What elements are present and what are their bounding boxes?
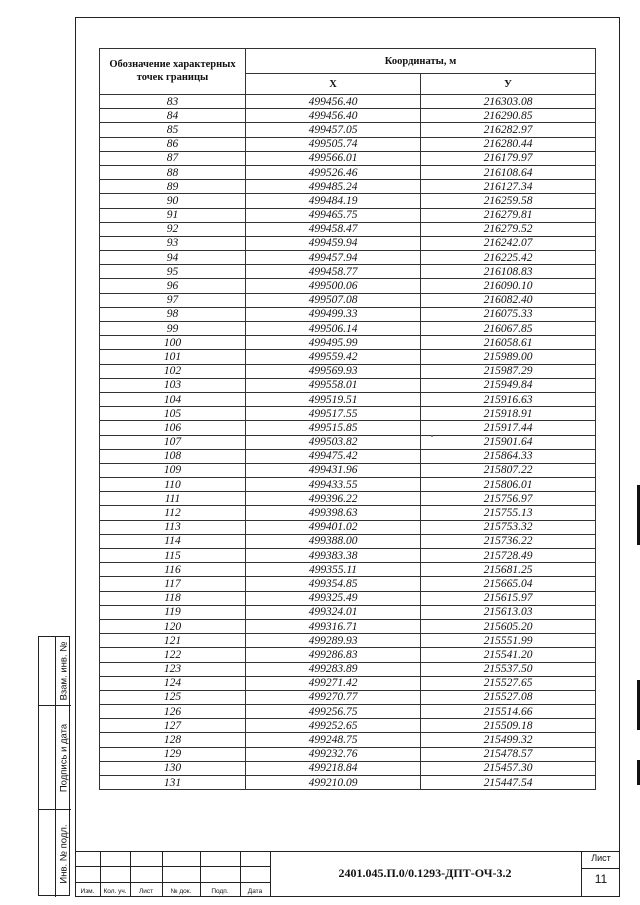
point-cell: 123 [100, 662, 246, 676]
point-cell: 95 [100, 265, 246, 279]
table-row [100, 520, 596, 534]
y-coordinate-cell: 216108.83 [421, 265, 596, 279]
table-row [100, 690, 596, 704]
table-row [100, 307, 596, 321]
y-coordinate-cell: 215478.57 [421, 747, 596, 761]
y-coordinate-cell: 216282.97 [421, 123, 596, 137]
point-cell: 118 [100, 591, 246, 605]
point-cell: 107 [100, 435, 246, 449]
y-coordinate-cell: 215901.64 [421, 435, 596, 449]
x-column-header: X [246, 74, 421, 95]
table-row [100, 165, 596, 179]
point-cell: 115 [100, 549, 246, 563]
y-coordinate-cell: 215728.49 [421, 549, 596, 563]
y-coordinate-cell: 215736.22 [421, 534, 596, 548]
table-row [100, 705, 596, 719]
table-row [100, 435, 596, 449]
title-block [75, 851, 620, 897]
x-coordinate-cell: 499465.75 [246, 208, 421, 222]
point-cell: 99 [100, 322, 246, 336]
point-cell: 97 [100, 293, 246, 307]
x-coordinate-cell: 499515.85 [246, 421, 421, 435]
y-coordinate-cell: 215989.00 [421, 350, 596, 364]
x-coordinate-cell: 499519.51 [246, 392, 421, 406]
point-cell: 84 [100, 109, 246, 123]
x-coordinate-cell: 499289.93 [246, 634, 421, 648]
point-cell: 93 [100, 236, 246, 250]
x-coordinate-cell: 499484.19 [246, 194, 421, 208]
table-row [100, 95, 596, 109]
label-list: Лист [138, 888, 154, 895]
x-coordinate-cell: 499210.09 [246, 776, 421, 790]
table-row [100, 747, 596, 761]
y-coordinate-cell: 215551.99 [421, 634, 596, 648]
label-kol-uch: Кол. уч. [103, 888, 127, 895]
x-coordinate-cell: 499354.85 [246, 577, 421, 591]
point-cell: 83 [100, 95, 246, 109]
table-row [100, 719, 596, 733]
table-row [100, 549, 596, 563]
x-coordinate-cell: 499458.47 [246, 222, 421, 236]
side-label-inv-zam: Взам. инв. № [58, 641, 69, 701]
x-coordinate-cell: 499396.22 [246, 492, 421, 506]
table-row [100, 151, 596, 165]
y-coordinate-cell: 215514.66 [421, 705, 596, 719]
table-row [100, 180, 596, 194]
point-cell: 117 [100, 577, 246, 591]
table-row [100, 506, 596, 520]
label-izm: Изм. [80, 888, 95, 895]
side-stamp [38, 636, 70, 896]
label-n-dok: № док. [170, 888, 192, 895]
table-row [100, 619, 596, 633]
side-label-sign-date: Подпись и дата [58, 723, 69, 792]
label-podp: Подп. [211, 888, 229, 895]
table-row [100, 478, 596, 492]
table-row [100, 534, 596, 548]
x-coordinate-cell: 499383.38 [246, 549, 421, 563]
y-coordinate-cell: 216082.40 [421, 293, 596, 307]
x-coordinate-cell: 499457.94 [246, 251, 421, 265]
y-coordinate-cell: 215615.97 [421, 591, 596, 605]
y-coordinate-cell: 216179.97 [421, 151, 596, 165]
sheet-label: Лист [591, 853, 611, 863]
y-coordinate-cell: 215527.65 [421, 676, 596, 690]
coordinates-table-body [100, 95, 596, 790]
table-row [100, 776, 596, 790]
table-row [100, 236, 596, 250]
table-row [100, 407, 596, 421]
point-cell: 92 [100, 222, 246, 236]
table-row [100, 761, 596, 775]
sheet-number: 11 [594, 872, 608, 886]
table-row [100, 265, 596, 279]
y-coordinate-cell: 215864.33 [421, 449, 596, 463]
table-row [100, 137, 596, 151]
label-data: Дата [247, 888, 263, 895]
y-coordinate-cell: 215527.08 [421, 690, 596, 704]
y-coordinate-cell: 215457.30 [421, 761, 596, 775]
point-cell: 111 [100, 492, 246, 506]
point-cell: 119 [100, 605, 246, 619]
x-coordinate-cell: 499248.75 [246, 733, 421, 747]
y-coordinate-cell: 215918.91 [421, 407, 596, 421]
y-coordinate-cell: 215665.04 [421, 577, 596, 591]
table-row [100, 563, 596, 577]
x-coordinate-cell: 499475.42 [246, 449, 421, 463]
y-coordinate-cell: 216108.64 [421, 165, 596, 179]
x-coordinate-cell: 499458.77 [246, 265, 421, 279]
point-cell: 109 [100, 463, 246, 477]
point-cell: 122 [100, 648, 246, 662]
x-coordinate-cell: 499433.55 [246, 478, 421, 492]
x-coordinate-cell: 499401.02 [246, 520, 421, 534]
point-cell: 116 [100, 563, 246, 577]
table-row [100, 591, 596, 605]
table-row [100, 634, 596, 648]
point-cell: 114 [100, 534, 246, 548]
x-coordinate-cell: 499559.42 [246, 350, 421, 364]
table-row [100, 463, 596, 477]
y-coordinate-cell: 215613.03 [421, 605, 596, 619]
side-divider-1 [39, 705, 55, 706]
x-coordinate-cell: 499505.74 [246, 137, 421, 151]
point-cell: 110 [100, 478, 246, 492]
x-coordinate-cell: 499270.77 [246, 690, 421, 704]
y-coordinate-cell: 216290.85 [421, 109, 596, 123]
point-cell: 105 [100, 407, 246, 421]
point-cell: 131 [100, 776, 246, 790]
scan-speck [431, 435, 433, 437]
point-cell: 112 [100, 506, 246, 520]
table-row [100, 577, 596, 591]
point-cell: 106 [100, 421, 246, 435]
x-coordinate-cell: 499324.01 [246, 605, 421, 619]
table-row [100, 676, 596, 690]
y-coordinate-cell: 215756.97 [421, 492, 596, 506]
y-coordinate-cell: 216259.58 [421, 194, 596, 208]
table-row [100, 392, 596, 406]
point-column-header: Обозначение характерных точек границы [100, 49, 246, 95]
table-row [100, 123, 596, 137]
x-coordinate-cell: 499271.42 [246, 676, 421, 690]
point-cell: 128 [100, 733, 246, 747]
point-cell: 90 [100, 194, 246, 208]
point-cell: 88 [100, 165, 246, 179]
x-coordinate-cell: 499495.99 [246, 336, 421, 350]
table-row [100, 421, 596, 435]
x-coordinate-cell: 499218.84 [246, 761, 421, 775]
x-coordinate-cell: 499558.01 [246, 378, 421, 392]
y-coordinate-cell: 215447.54 [421, 776, 596, 790]
y-coordinate-cell: 216303.08 [421, 95, 596, 109]
x-coordinate-cell: 499256.75 [246, 705, 421, 719]
coordinates-table [99, 48, 596, 790]
table-row [100, 449, 596, 463]
side-cell-inv-zam [55, 637, 71, 705]
point-cell: 125 [100, 690, 246, 704]
table-row [100, 492, 596, 506]
table-row [100, 293, 596, 307]
point-cell: 126 [100, 705, 246, 719]
x-coordinate-cell: 499503.82 [246, 435, 421, 449]
table-row [100, 251, 596, 265]
y-column-header: У [421, 74, 596, 95]
point-cell: 103 [100, 378, 246, 392]
x-coordinate-cell: 499325.49 [246, 591, 421, 605]
x-coordinate-cell: 499506.14 [246, 322, 421, 336]
side-cell-inv-podl [55, 809, 71, 897]
point-cell: 86 [100, 137, 246, 151]
y-coordinate-cell: 215949.84 [421, 378, 596, 392]
x-coordinate-cell: 499459.94 [246, 236, 421, 250]
y-coordinate-cell: 215537.50 [421, 662, 596, 676]
table-row [100, 605, 596, 619]
point-cell: 100 [100, 336, 246, 350]
table-row [100, 279, 596, 293]
x-coordinate-cell: 499232.76 [246, 747, 421, 761]
point-cell: 121 [100, 634, 246, 648]
side-divider-2 [39, 809, 55, 810]
y-coordinate-cell: 215509.18 [421, 719, 596, 733]
x-coordinate-cell: 499526.46 [246, 165, 421, 179]
point-cell: 108 [100, 449, 246, 463]
point-cell: 124 [100, 676, 246, 690]
table-row [100, 222, 596, 236]
x-coordinate-cell: 499485.24 [246, 180, 421, 194]
y-coordinate-cell: 216067.85 [421, 322, 596, 336]
x-coordinate-cell: 499507.08 [246, 293, 421, 307]
y-coordinate-cell: 215806.01 [421, 478, 596, 492]
table-row [100, 733, 596, 747]
x-coordinate-cell: 499388.00 [246, 534, 421, 548]
x-coordinate-cell: 499500.06 [246, 279, 421, 293]
x-coordinate-cell: 499316.71 [246, 619, 421, 633]
coordinates-header: Координаты, м [246, 49, 596, 74]
x-coordinate-cell: 499456.40 [246, 95, 421, 109]
table-row [100, 322, 596, 336]
side-cell-sign-date [55, 705, 71, 809]
x-coordinate-cell: 499517.55 [246, 407, 421, 421]
x-coordinate-cell: 499355.11 [246, 563, 421, 577]
point-cell: 130 [100, 761, 246, 775]
y-coordinate-cell: 215755.13 [421, 506, 596, 520]
table-row [100, 662, 596, 676]
y-coordinate-cell: 216225.42 [421, 251, 596, 265]
y-coordinate-cell: 215499.32 [421, 733, 596, 747]
x-coordinate-cell: 499283.89 [246, 662, 421, 676]
point-cell: 85 [100, 123, 246, 137]
y-coordinate-cell: 216280.44 [421, 137, 596, 151]
table-row [100, 648, 596, 662]
y-coordinate-cell: 216058.61 [421, 336, 596, 350]
y-coordinate-cell: 215753.32 [421, 520, 596, 534]
x-coordinate-cell: 499456.40 [246, 109, 421, 123]
x-coordinate-cell: 499499.33 [246, 307, 421, 321]
x-coordinate-cell: 499457.05 [246, 123, 421, 137]
y-coordinate-cell: 215916.63 [421, 392, 596, 406]
table-row [100, 194, 596, 208]
side-label-inv-podl: Инв. № подл. [58, 823, 69, 884]
x-coordinate-cell: 499398.63 [246, 506, 421, 520]
x-coordinate-cell: 499431.96 [246, 463, 421, 477]
y-coordinate-cell: 216127.34 [421, 180, 596, 194]
y-coordinate-cell: 216090.10 [421, 279, 596, 293]
point-cell: 102 [100, 364, 246, 378]
sheet-box-divider [582, 868, 620, 869]
point-cell: 87 [100, 151, 246, 165]
y-coordinate-cell: 216279.81 [421, 208, 596, 222]
point-cell: 104 [100, 392, 246, 406]
point-cell: 129 [100, 747, 246, 761]
y-coordinate-cell: 215987.29 [421, 364, 596, 378]
point-cell: 96 [100, 279, 246, 293]
y-coordinate-cell: 215541.20 [421, 648, 596, 662]
y-coordinate-cell: 215807.22 [421, 463, 596, 477]
table-row [100, 208, 596, 222]
table-row [100, 109, 596, 123]
point-cell: 94 [100, 251, 246, 265]
y-coordinate-cell: 216242.07 [421, 236, 596, 250]
y-coordinate-cell: 215605.20 [421, 619, 596, 633]
point-cell: 91 [100, 208, 246, 222]
table-row [100, 378, 596, 392]
document-code: 2401.045.П.0/0.1293-ДПТ-ОЧ-3.2 [338, 866, 512, 880]
point-cell: 113 [100, 520, 246, 534]
y-coordinate-cell: 215681.25 [421, 563, 596, 577]
point-cell: 101 [100, 350, 246, 364]
point-cell: 127 [100, 719, 246, 733]
table-row [100, 336, 596, 350]
table-row [100, 350, 596, 364]
point-cell: 98 [100, 307, 246, 321]
x-coordinate-cell: 499252.65 [246, 719, 421, 733]
x-coordinate-cell: 499566.01 [246, 151, 421, 165]
point-cell: 120 [100, 619, 246, 633]
point-cell: 89 [100, 180, 246, 194]
y-coordinate-cell: 215917.44 [421, 421, 596, 435]
table-row [100, 364, 596, 378]
y-coordinate-cell: 216279.52 [421, 222, 596, 236]
x-coordinate-cell: 499569.93 [246, 364, 421, 378]
x-coordinate-cell: 499286.83 [246, 648, 421, 662]
y-coordinate-cell: 216075.33 [421, 307, 596, 321]
